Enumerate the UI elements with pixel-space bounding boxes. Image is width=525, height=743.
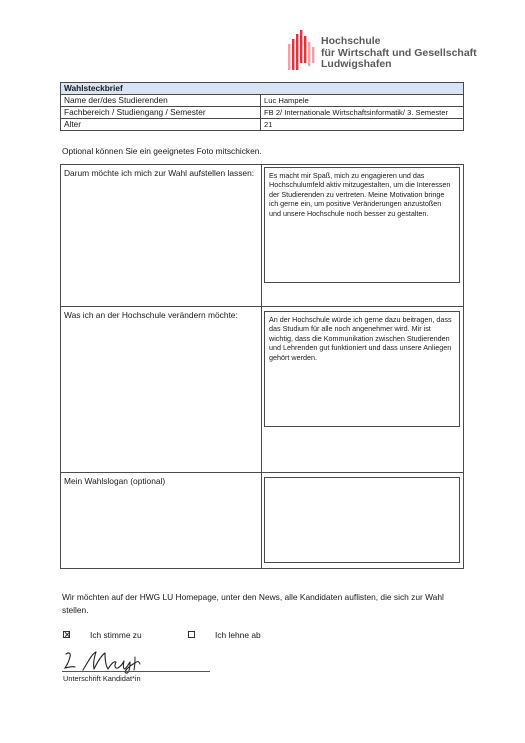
consent-decline[interactable] [188,630,261,640]
logo-text [321,36,477,71]
logo-line-2: für Wirtschaft und Gesellschaft [321,46,477,59]
name-label: Name der/des Studierenden [61,95,261,107]
signature-image [63,646,148,674]
homepage-note: Wir möchten auf der HWG LU Homepage, unter den News, alle Kandidaten auflisten, die sich zur Wahl stellen. [62,592,444,615]
answer-changes: An der Hochschule würde ich gerne dazu beitragen, dass das Studium für alle noch angenehmer wird. Mir ist wichtig, dass die Kommunikation zwischen Studierenden und Lehrenden gut funktioniert und dass unsere Anliegen gehört werden. [264,311,460,427]
logo-bars-icon [287,30,317,74]
age-value: 21 [261,119,464,131]
decline-label: Ich lehne ab [215,630,261,640]
row-divider [61,472,463,473]
questions-box [60,164,464,569]
answer-slogan [264,477,460,563]
column-divider [261,165,262,568]
question-slogan: Mein Wahlslogan (optional) [64,476,166,486]
optional-photo-note: Optional können Sie ein geeignetes Foto mitschicken. [62,146,262,156]
agree-checkbox[interactable] [63,631,70,638]
candidate-info-table [60,82,464,131]
department-label: Fachbereich / Studiengang / Semester [61,107,261,119]
logo-line-3: Ludwigshafen [321,58,392,70]
row-divider [61,306,463,307]
answer-motivation: Es macht mir Spaß, mich zu engagieren und das Hochschulumfeld aktiv mitzugestalten, um die Interessen der Studierenden zu vertreten. Meine Motivation bringe ich gerne ein, um positive Veränderungen anzustoßen und unsere Hochschule noch besser zu gestalten. [264,167,460,283]
table-header: Wahlsteckbrief [61,83,464,95]
age-label: Alter [61,119,261,131]
university-logo [287,30,477,75]
decline-checkbox[interactable] [188,631,195,638]
name-value: Luc Hampele [261,95,464,107]
table-row [61,95,464,107]
department-value: FB 2/ Internationale Wirtschaftsinformatik/ 3. Semester [261,107,464,119]
table-header-row [61,83,464,95]
logo-line-1: Hochschule [321,35,381,47]
question-changes: Was ich an der Hochschule verändern möchte: [64,310,238,320]
question-motivation: Darum möchte ich mich zur Wahl aufstellen lassen: [64,168,255,178]
consent-agree[interactable] [63,630,142,640]
agree-label: Ich stimme zu [90,630,142,640]
signature-label: Unterschrift Kandidat*in [63,674,141,683]
signature-line [62,671,210,672]
table-row [61,119,464,131]
table-row [61,107,464,119]
